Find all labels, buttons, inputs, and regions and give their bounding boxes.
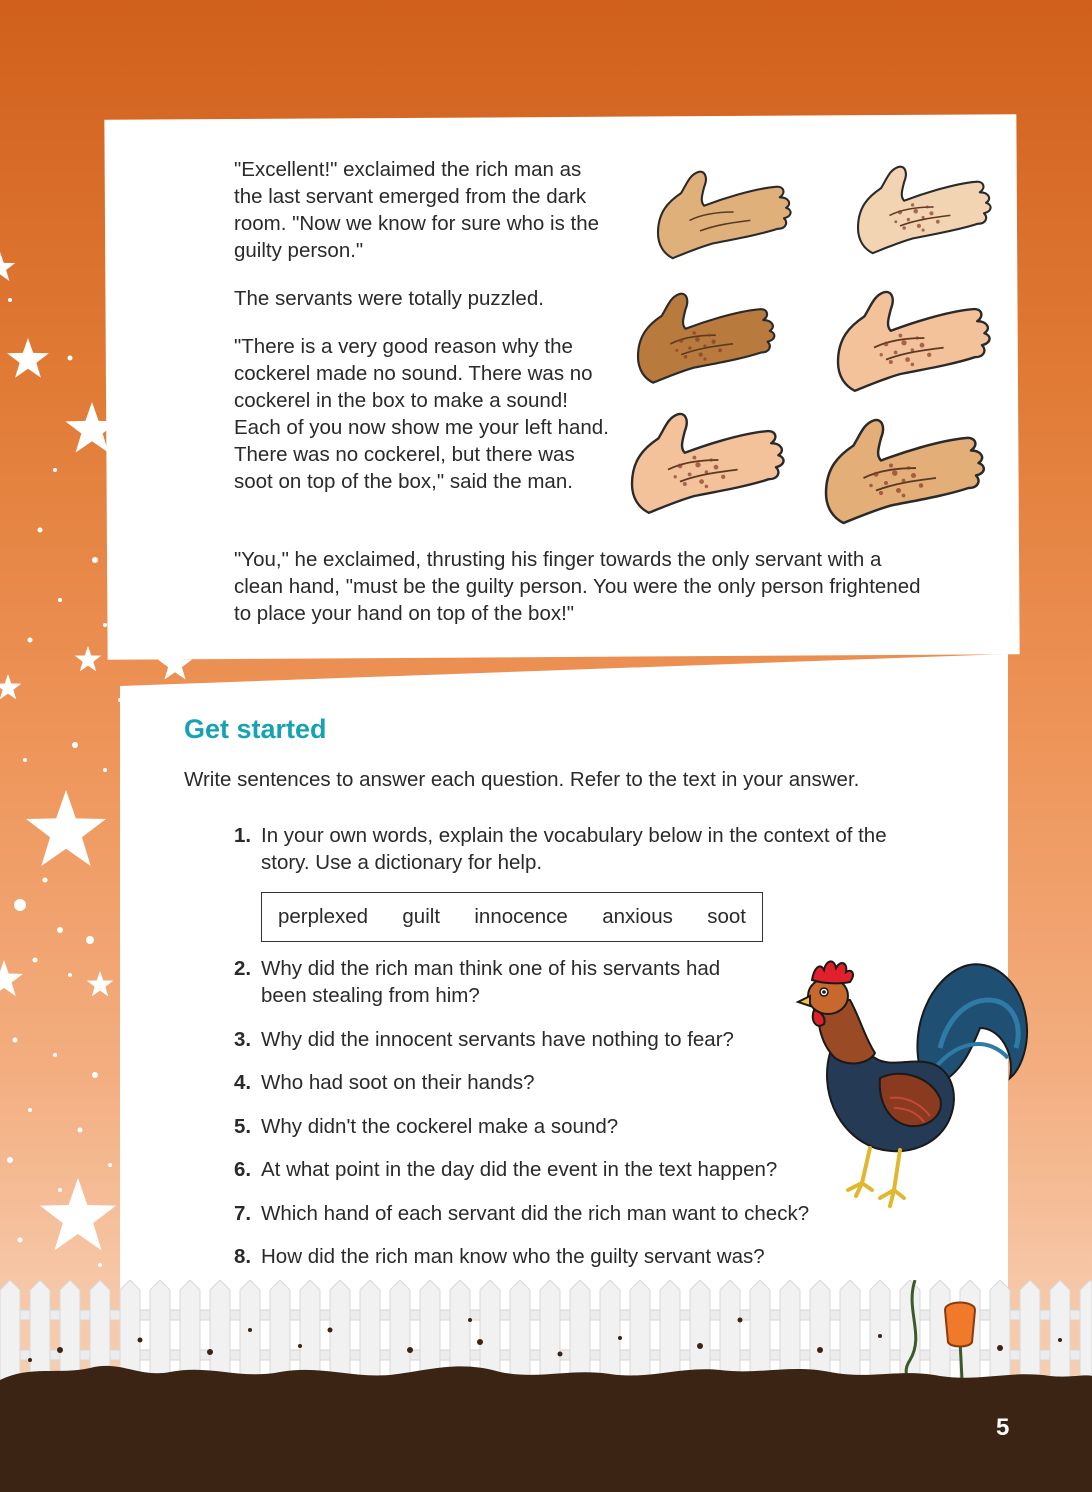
vocab-word: innocence: [474, 905, 568, 928]
question-7: 7. Which hand of each servant did the rich man want to check?: [234, 1202, 810, 1225]
vocab-word: guilt: [402, 905, 441, 928]
page-number: 5: [996, 1414, 1010, 1441]
vocab-word: soot: [707, 905, 746, 928]
vocab-word: perplexed: [278, 905, 369, 928]
story-paragraph-3: "There is a very good reason why the cockerel made no sound. There was no cockerel in the box to make a sound! Each of you now show me your left hand. There was no cockerel, but there was soot on top of the box," said the man.: [234, 335, 609, 493]
question-4: 4. Who had soot on their hands?: [234, 1071, 535, 1094]
vocab-word: anxious: [602, 905, 673, 928]
vocabulary-box: [261, 892, 763, 942]
question-1: 1. In your own words, explain the vocabulary below in the context of the story. Use a dictionary for help.: [234, 824, 887, 874]
get-started-heading: Get started: [184, 714, 327, 744]
instructions-text: Write sentences to answer each question. Refer to the text in your answer.: [184, 768, 860, 791]
story-text: [234, 156, 614, 516]
question-6: 6. At what point in the day did the event in the text happen?: [234, 1158, 778, 1181]
question-5: 5. Why didn't the cockerel make a sound?: [234, 1115, 619, 1138]
hands-illustration: [630, 160, 1000, 535]
rooster-illustration: [790, 958, 1030, 1213]
question-2: 2. Why did the rich man think one of his servants had been stealing from him?: [234, 957, 721, 1007]
story-paragraph-1: "Excellent!" exclaimed the rich man as the last servant emerged from the dark room. "Now we know for sure who is the guilty person.": [234, 158, 600, 262]
story-paragraph-4: "You," he exclaimed, thrusting his finger towards the only servant with a clean hand, "must be the guilty person. You were the only person frightened to place your hand on top of the box!": [234, 548, 921, 625]
question-3: 3. Why did the innocent servants have nothing to fear?: [234, 1028, 734, 1051]
fence-and-soil-illustration: [0, 1280, 1092, 1492]
story-paragraph-2: The servants were totally puzzled.: [234, 287, 544, 310]
question-8: 8. How did the rich man know who the guilty servant was?: [234, 1245, 765, 1268]
